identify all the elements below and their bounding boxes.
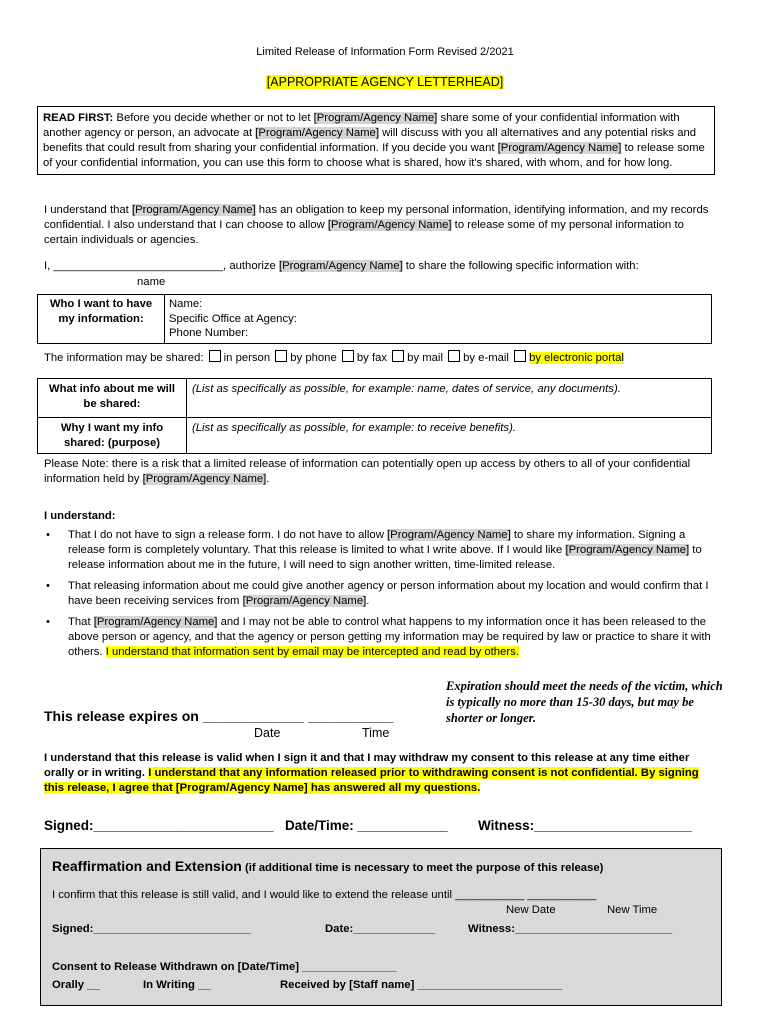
expiration-guidance: Expiration should meet the needs of the victim, which is typically no more than 15-30 days, but may be shorter or longer. bbox=[446, 679, 723, 725]
program-name-placeholder: [Program/Agency Name] bbox=[278, 260, 403, 272]
by-phone-checkbox[interactable] bbox=[275, 350, 287, 362]
letterhead-text: [APPROPRIATE AGENCY LETTERHEAD] bbox=[266, 75, 504, 89]
recipient-table bbox=[37, 294, 712, 344]
signature-field[interactable]: Signed:________________________ bbox=[44, 818, 274, 833]
reaffirmation-title-row: Reaffirmation and Extension (if additional time is necessary to meet the purpose of this release) bbox=[52, 858, 604, 874]
orally-field[interactable]: Orally __ bbox=[52, 979, 100, 991]
purpose-field[interactable]: (List as specifically as possible, for example: to receive benefits). bbox=[187, 418, 712, 454]
received-by-field[interactable]: Received by [Staff name] _______________________ bbox=[280, 979, 562, 991]
list-item: • That releasing information about me could give another agency or person information about my location and would confirm that I have been receiving services from [Program/Agency Name]. bbox=[44, 579, 714, 609]
program-name-placeholder: [Program/Agency Name] bbox=[142, 473, 267, 485]
authorize-line[interactable]: I, ___________________________, authorize [Program/Agency Name] to share the following specific information with: bbox=[44, 260, 639, 272]
purpose-label: Why I want my info shared: (purpose) bbox=[38, 418, 187, 454]
program-name-placeholder: [Program/Agency Name] bbox=[313, 112, 438, 124]
extension-line[interactable]: I confirm that this release is still valid, and I would like to extend the release until ___________ ___________ bbox=[52, 889, 597, 901]
email-warning: I understand that information sent by email may be intercepted and read by others. bbox=[105, 646, 519, 658]
read-first-box: READ FIRST: Before you decide whether or not to let [Program/Agency Name] share some of your confidential information with another agency or person, an advocate at [Program/Agency Name] will discuss with you all alternatives and any potential risks and benefits that could result from sharing your confidential information. If you decide you want [Program/Agency Name] to release some of your confidential information, you can use this form to choose what is shared, how it's shared, with whom, and for how long. bbox=[37, 106, 715, 175]
letterhead-placeholder bbox=[0, 73, 770, 91]
date-time-field[interactable]: Date/Time: ____________ bbox=[285, 818, 448, 833]
what-info-label: What info about me will be shared: bbox=[38, 379, 187, 418]
risk-note: Please Note: there is a risk that a limited release of information can potentially open up access by others to all of your confidential information held by [Program/Agency Name]. bbox=[44, 458, 691, 485]
program-name-placeholder: [Program/Agency Name] bbox=[497, 142, 622, 154]
date-caption: Date bbox=[254, 726, 281, 740]
form-revision-title: Limited Release of Information Form Revised 2/2021 bbox=[256, 46, 514, 58]
time-caption: Time bbox=[362, 726, 390, 740]
what-info-field[interactable]: (List as specifically as possible, for example: name, dates of service, any documents). bbox=[187, 379, 712, 418]
reaffirm-date-field[interactable]: Date:_____________ bbox=[325, 923, 435, 935]
validity-statement: I understand that this release is valid when I sign it and that I may withdraw my consent to this release at any time either orally or in writing. I understand that any information released prior to withdrawing consent is not confidential. By signing this release, I agree that [Program/Agency Name] has answered all my questions. bbox=[44, 752, 699, 794]
recipient-phone-field[interactable]: Phone Number: bbox=[169, 327, 249, 339]
recipient-label: Who I want to have my information: bbox=[38, 295, 165, 344]
in-writing-field[interactable]: In Writing __ bbox=[143, 979, 211, 991]
i-understand-heading: I understand: bbox=[44, 510, 116, 522]
new-time-caption: New Time bbox=[607, 904, 658, 916]
reaffirmation-title: Reaffirmation and Extension bbox=[52, 858, 242, 874]
understand-list bbox=[44, 528, 714, 666]
expiration-line[interactable]: This release expires on _____________ ___________ bbox=[44, 708, 394, 724]
list-item: • That [Program/Agency Name] and I may not be able to control what happens to my information once it has been released to the above person or agency, and that the agency or person getting my information may be required by law or practice to share it with others. I understand that information sent by email may be intercepted and read by others. bbox=[44, 615, 714, 660]
read-first-label: READ FIRST: bbox=[43, 112, 114, 124]
program-name-placeholder: [Program/Agency Name] bbox=[242, 595, 367, 607]
recipient-office-field[interactable]: Specific Office at Agency: bbox=[169, 312, 297, 325]
withdrawn-field[interactable]: Consent to Release Withdrawn on [Date/Time] _______________ bbox=[52, 961, 397, 973]
program-name-placeholder: [Program/Agency Name] bbox=[387, 529, 511, 541]
recipient-name-field[interactable]: Name: bbox=[169, 298, 203, 310]
reaffirm-signature-field[interactable]: Signed:_________________________ bbox=[52, 923, 251, 935]
recipient-fields[interactable] bbox=[165, 295, 712, 344]
name-caption: name bbox=[137, 276, 166, 288]
program-name-placeholder: [Program/Agency Name] bbox=[131, 204, 256, 216]
program-name-placeholder: [Program/Agency Name] bbox=[327, 219, 452, 231]
program-name-placeholder: [Program/Agency Name] bbox=[93, 616, 218, 628]
in-person-checkbox[interactable] bbox=[209, 350, 221, 362]
list-item: • That I do not have to sign a release form. I do not have to allow [Program/Agency Name] to share my information. Signing a release form is completely voluntary. That this release is limited to what I write above. If I would like [Program/Agency Name] to release information about me in the future, I will need to sign another written, time-limited release. bbox=[44, 528, 714, 573]
by-email-checkbox[interactable] bbox=[448, 350, 460, 362]
confidential-warning: I understand that any information released prior to withdrawing consent is not confidential. By signing this release, I agree that [Program/Agency Name] has answered all my questions. bbox=[44, 767, 699, 794]
new-date-caption: New Date bbox=[506, 904, 556, 916]
by-mail-checkbox[interactable] bbox=[392, 350, 404, 362]
reaffirm-witness-field[interactable]: Witness:_________________________ bbox=[468, 923, 673, 935]
witness-field[interactable]: Witness:_____________________ bbox=[478, 818, 692, 833]
understand-paragraph: I understand that [Program/Agency Name] has an obligation to keep my personal information, identifying information, and my records confidential. I also understand that I can choose to allow [Program/Agency Name] to release some of my personal information to certain individuals or agencies. bbox=[44, 204, 709, 246]
by-fax-checkbox[interactable] bbox=[342, 350, 354, 362]
program-name-placeholder: [Program/Agency Name] bbox=[565, 544, 690, 556]
program-name-placeholder: [Program/Agency Name] bbox=[255, 127, 379, 139]
info-table bbox=[37, 378, 712, 454]
share-methods-row: The information may be shared: in person by phone by fax by mail by e-mail by electronic portal bbox=[44, 352, 624, 364]
by-portal-checkbox[interactable] bbox=[514, 350, 526, 362]
